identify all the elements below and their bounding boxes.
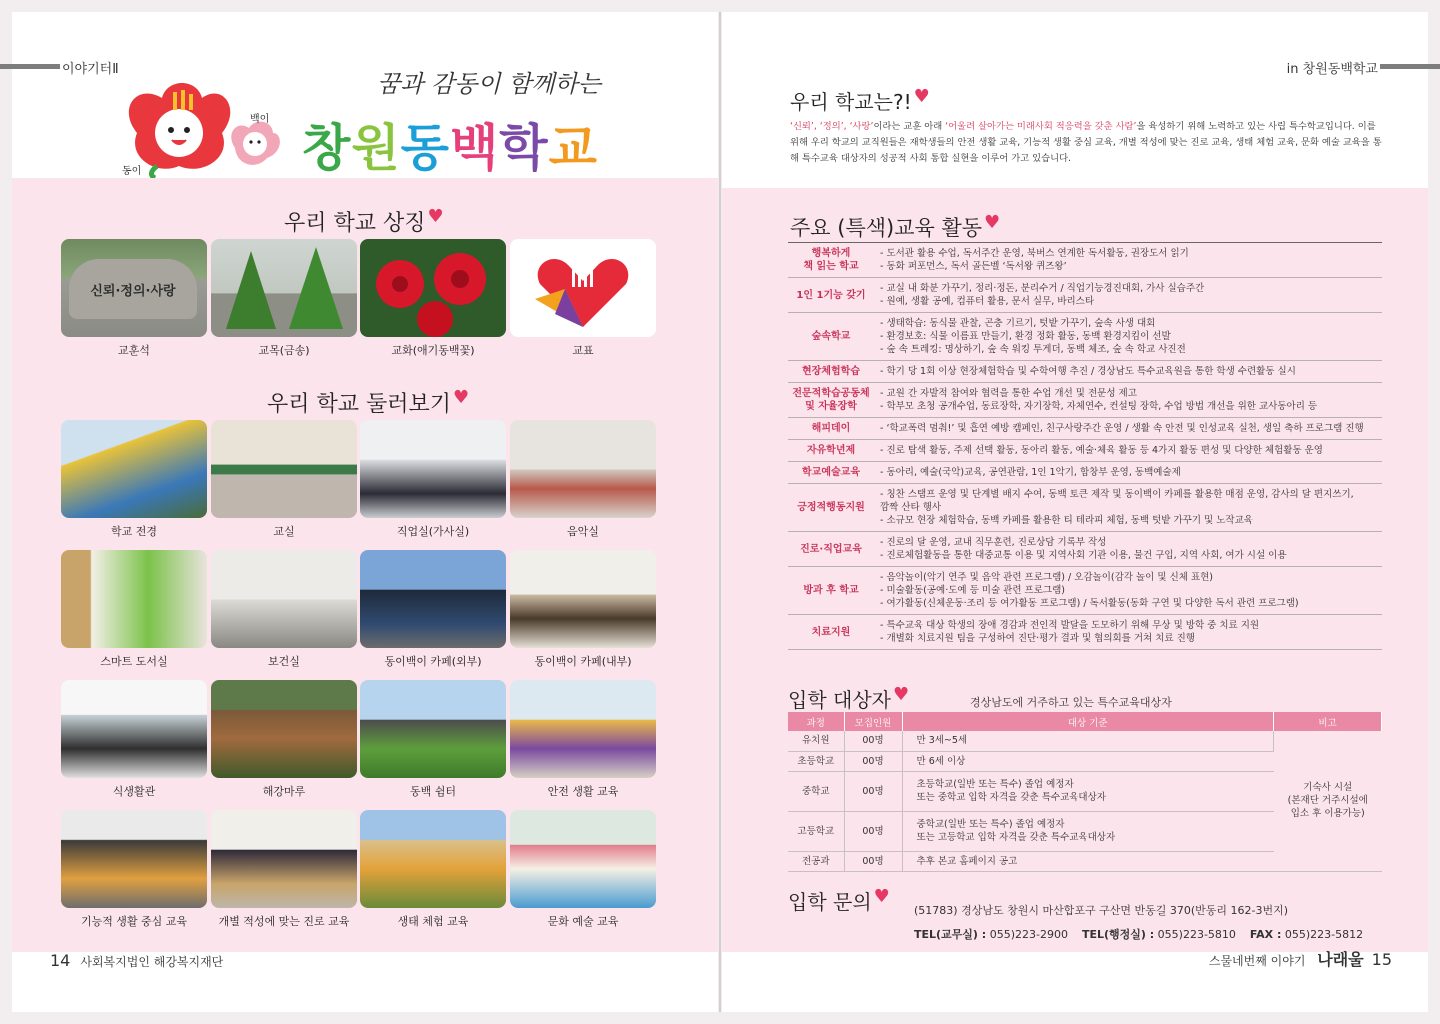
tour-tile bbox=[510, 550, 656, 669]
activity-row bbox=[788, 243, 1382, 278]
tour-photo bbox=[211, 810, 357, 908]
mascot-name-1: 동이 bbox=[122, 166, 142, 177]
activity-label: 현장체험학습 bbox=[802, 366, 860, 377]
photo-caption: 학교 전경 bbox=[110, 525, 157, 538]
photo-caption: 개별 적성에 맞는 진로 교육 bbox=[218, 915, 350, 928]
activity-label: 긍정적행동지원 bbox=[797, 502, 865, 513]
activity-row bbox=[788, 484, 1382, 532]
photo-caption: 직업실(가사실) bbox=[396, 525, 470, 538]
activity-description: - 생태학습: 동식물 관찰, 곤충 기르기, 텃밭 가꾸기, 숲속 사생 대회 - 환경보호: 식물 이름표 만들기, 환경 정화 활동, 동백 환경지킴이 선발 - 숲 속 트레킹: 명상하기, 숲 속 워킹 투게더, 동백 체조, 숲 속 학교 사진전 bbox=[880, 318, 1186, 355]
left-edge-bar bbox=[0, 64, 60, 69]
right-edge-bar bbox=[1380, 64, 1440, 69]
table-cell: 전공과 bbox=[788, 851, 844, 871]
activity-label: 1인 1기능 갖기 bbox=[796, 289, 866, 301]
table-cell: 00명 bbox=[844, 751, 902, 771]
activity-description: - 교실 내 화분 가꾸기, 정리·정돈, 분리수거 / 직업기능경진대회, 가사 실습주간 - 원예, 생활 공예, 컴퓨터 활용, 문서 실무, 바리스타 bbox=[880, 283, 1205, 307]
symbol-emblem bbox=[510, 239, 656, 358]
tour-tile bbox=[360, 420, 506, 539]
table-cell: 중학교(일반 또는 특수) 졸업 예정자 또는 고등학교 입학 자격을 갖춘 특수교육대상자 bbox=[902, 811, 1274, 851]
activity-description: - ‘학교폭력 멈춰!’ 및 흡연 예방 캠페인, 친구사랑주간 운영 / 생활 속 안전 및 인성교육 실천, 생일 축하 프로그램 진행 bbox=[880, 423, 1364, 434]
mascot-name-2: 백이 bbox=[250, 114, 270, 125]
tour-photo bbox=[61, 680, 207, 778]
activity-description: - 진로의 달 운영, 교내 직무훈련, 진로상담 기록부 작성 - 진로체험활동을 통한 대중교통 이용 및 지역사회 기관 이용, 물건 구입, 지역 사회, 여가 시설 이용 bbox=[880, 537, 1287, 561]
activity-label: 방과 후 학교 bbox=[803, 585, 859, 596]
symbol-stone bbox=[61, 239, 207, 358]
activity-row bbox=[788, 313, 1382, 361]
school-title bbox=[302, 108, 598, 180]
heart-icon: ♥ bbox=[453, 387, 470, 408]
left-footer: 14 사회복지법인 해강복지재단 bbox=[50, 951, 224, 970]
admission-note: 기숙사 시설 (본재단 거주시설에 입소 후 이용가능) bbox=[1274, 731, 1382, 871]
table-cell: 초등학교 bbox=[788, 751, 844, 771]
camellia-flower-icon bbox=[360, 239, 506, 337]
title-char: 교 bbox=[548, 119, 598, 177]
tour-tile bbox=[360, 810, 506, 929]
tour-photo bbox=[211, 420, 357, 518]
photo-caption: 해강마루 bbox=[262, 785, 306, 798]
photo-caption: 안전 생활 교육 bbox=[547, 785, 619, 798]
activity-row bbox=[788, 532, 1382, 567]
activity-label: 해피데이 bbox=[811, 423, 851, 434]
inquiry-address: (51783) 경상남도 창원시 마산합포구 구산면 반동길 370(반동리 162-3번지) bbox=[914, 904, 1288, 917]
right-page bbox=[722, 12, 1428, 1012]
photo-caption: 교화(애기동백꽃) bbox=[391, 344, 475, 357]
tour-photo bbox=[360, 420, 506, 518]
title-char: 창 bbox=[302, 119, 352, 177]
heart-icon: ♥ bbox=[873, 886, 890, 907]
activity-row bbox=[788, 615, 1382, 650]
table-cell: 유치원 bbox=[788, 731, 844, 751]
table-cell: 00명 bbox=[844, 771, 902, 811]
intro-heading: 우리 학교는?! ♥ bbox=[790, 86, 930, 114]
tour-tile bbox=[61, 810, 207, 929]
activity-description: - 칭찬 스탬프 운영 및 단계별 배지 수여, 동백 토큰 제작 및 동이백이 카페를 활용한 매점 운영, 감사의 달 편지쓰기, 깜짝 산타 행사 - 소규모 현장 체험학습, 동백 카페를 활용한 티 테라피 체험, 동백 텃밭 가꾸기 및 노작교육 bbox=[880, 489, 1354, 526]
table-header: 대상 기준 bbox=[902, 712, 1274, 731]
symbol-tree bbox=[211, 239, 357, 358]
right-footer: 스물네번째 이야기 나래울 15 bbox=[1208, 950, 1392, 969]
tour-tile bbox=[360, 680, 506, 799]
activity-label: 치료지원 bbox=[811, 626, 851, 638]
heart-icon: ♥ bbox=[984, 212, 1001, 233]
tour-tile bbox=[61, 550, 207, 669]
table-row bbox=[788, 731, 1382, 751]
activity-description: - 동아리, 예술(국악)교육, 공연관람, 1인 1악기, 합창부 운영, 동백예술제 bbox=[880, 467, 1181, 478]
photo-caption: 동이백이 카페(내부) bbox=[534, 655, 632, 668]
photo-caption: 생태 체험 교육 bbox=[397, 915, 469, 928]
pine-trees-icon bbox=[211, 239, 357, 337]
tour-photo bbox=[510, 550, 656, 648]
activity-row bbox=[788, 418, 1382, 440]
photo-caption: 교실 bbox=[273, 525, 295, 538]
section-tag: 이야기터Ⅱ bbox=[62, 62, 119, 77]
activity-row bbox=[788, 462, 1382, 484]
title-char: 학 bbox=[499, 119, 549, 177]
table-cell: 추후 본교 홈페이지 공고 bbox=[902, 851, 1274, 871]
header-tagline: 꿈과 감동이 함께하는 bbox=[377, 70, 601, 98]
inquiry-contacts: TEL(교무실) : 055)223-2900 TEL(행정실) : 055)223-5810 FAX : 055)223-5812 bbox=[914, 928, 1364, 941]
activity-label: 행복하게 책 읽는 학교 bbox=[803, 248, 859, 272]
admission-heading: 입학 대상자 ♥ bbox=[788, 684, 910, 712]
table-cell: 고등학교 bbox=[788, 811, 844, 851]
tour-tile bbox=[211, 680, 357, 799]
heart-icon: ♥ bbox=[427, 206, 444, 227]
photo-caption: 교표 bbox=[572, 344, 594, 357]
activity-label: 전문적학습공동체 및 자율장학 bbox=[792, 388, 870, 412]
tour-photo bbox=[510, 810, 656, 908]
tour-tile bbox=[211, 550, 357, 669]
tour-photo bbox=[510, 680, 656, 778]
activity-row bbox=[788, 440, 1382, 462]
tour-photo bbox=[61, 810, 207, 908]
tour-photo bbox=[211, 550, 357, 648]
inquiry-heading: 입학 문의 ♥ bbox=[788, 886, 890, 914]
activity-description: - 음악놀이(악기 연주 및 음악 관련 프로그램) / 오감놀이(감각 놀이 및 신체 표현) - 미술활동(공예·도예 등 미술 관련 프로그램) - 여가활동(신체운동·조리 등 여가활동 프로그램) / 독서활동(동화 구연 및 다양한 독서 관련 프로그램) bbox=[880, 572, 1299, 609]
photo-caption: 교훈석 bbox=[118, 344, 150, 357]
table-cell: 중학교 bbox=[788, 771, 844, 811]
table-cell: 00명 bbox=[844, 731, 902, 751]
tour-photo bbox=[360, 680, 506, 778]
photo-caption: 문화 예술 교육 bbox=[547, 915, 619, 928]
tour-heading: 우리 학교 둘러보기 ♥ bbox=[267, 387, 470, 417]
admission-subtitle: 경상남도에 거주하고 있는 특수교육대상자 bbox=[970, 696, 1172, 709]
table-header: 과정 bbox=[788, 712, 844, 731]
tour-tile bbox=[211, 810, 357, 929]
tour-photo bbox=[211, 680, 357, 778]
activity-row bbox=[788, 361, 1382, 383]
activity-label: 자유학년제 bbox=[806, 445, 856, 456]
photo-caption: 보건실 bbox=[268, 655, 300, 668]
activities-heading: 주요 (특색)교육 활동 ♥ bbox=[790, 212, 1001, 240]
left-page bbox=[12, 12, 718, 1012]
tour-photo bbox=[360, 810, 506, 908]
tour-photo bbox=[360, 550, 506, 648]
table-cell: 초등학교(일반 또는 특수) 졸업 예정자 또는 중학교 입학 자격을 갖춘 특수교육대상자 bbox=[902, 771, 1274, 811]
tour-photo bbox=[510, 420, 656, 518]
heart-icon: ♥ bbox=[913, 86, 930, 107]
section-tag: in 창원동백학교 bbox=[1286, 62, 1378, 77]
activity-row bbox=[788, 383, 1382, 418]
tour-photo bbox=[61, 420, 207, 518]
symbol-flower bbox=[360, 239, 506, 358]
tour-tile bbox=[211, 420, 357, 539]
activity-row bbox=[788, 567, 1382, 615]
activity-description: - 교원 간 자발적 참여와 협력을 통한 수업 개선 및 전문성 제고 - 학부모 초청 공개수업, 동료장학, 자기장학, 자체연수, 컨설팅 장학, 수업 방법 개선을 위한 교사동아리 등 bbox=[880, 388, 1318, 412]
admission-table bbox=[788, 712, 1382, 872]
photo-caption: 교목(금송) bbox=[258, 344, 310, 357]
school-emblem-icon bbox=[510, 239, 656, 337]
activities-table bbox=[788, 242, 1382, 650]
activity-label: 숲속학교 bbox=[811, 331, 851, 342]
photo-caption: 식생활관 bbox=[112, 785, 156, 798]
table-cell: 만 6세 이상 bbox=[902, 751, 1274, 771]
table-cell: 00명 bbox=[844, 811, 902, 851]
symbols-heading: 우리 학교 상징 ♥ bbox=[284, 206, 444, 236]
book-spine bbox=[719, 12, 721, 1012]
mascot-illustration bbox=[117, 78, 287, 178]
table-cell: 00명 bbox=[844, 851, 902, 871]
photo-caption: 스마트 도서실 bbox=[100, 655, 168, 668]
title-char: 백 bbox=[449, 119, 500, 177]
tour-tile bbox=[510, 810, 656, 929]
tour-tile bbox=[61, 680, 207, 799]
tour-tile bbox=[510, 420, 656, 539]
tour-tile bbox=[360, 550, 506, 669]
activity-label: 학교예술교육 bbox=[802, 467, 860, 478]
activity-description: - 학기 당 1회 이상 현장체험학습 및 수학여행 추진 / 경상남도 특수교육원을 통한 학생 수련활동 실시 bbox=[880, 366, 1296, 377]
title-char: 동 bbox=[400, 119, 450, 177]
tour-tile bbox=[510, 680, 656, 799]
photo-caption: 기능적 생활 중심 교육 bbox=[80, 915, 188, 928]
table-cell: 만 3세~5세 bbox=[902, 731, 1274, 751]
heart-icon: ♥ bbox=[892, 684, 910, 705]
motto-overlay: 신뢰·정의·사랑 bbox=[69, 259, 197, 319]
table-header: 비고 bbox=[1274, 712, 1382, 731]
intro-paragraph: ‘신뢰’, ‘정의’, ‘사랑’이라는 교훈 아래 ‘어울려 살아가는 미래사회 적응력을 갖춘 사람’을 육성하기 위해 노력하고 있는 사립 특수학교입니다. 이를 위해 우리 학교의 교직원들은 재학생들의 안전 생활 교육, 기능적 생활 중심 교육, 개별 적성에 맞는 진로 교육, 생태 체험 교육, 문화 예술 교육을 통해 특수교육 대상자의 성공적 사회 통합 실현을 이루어 가고 있습니다. bbox=[790, 121, 1382, 164]
photo-caption: 동이백이 카페(외부) bbox=[384, 655, 482, 668]
tour-tile bbox=[61, 420, 207, 539]
activity-label: 진로·직업교육 bbox=[800, 543, 862, 555]
activity-row bbox=[788, 278, 1382, 313]
tour-photo bbox=[61, 550, 207, 648]
photo-caption: 동백 쉼터 bbox=[409, 785, 456, 798]
photo-caption: 음악실 bbox=[567, 525, 599, 538]
activity-description: - 진로 탐색 활동, 주제 선택 활동, 동아리 활동, 예술·체육 활동 등 4가지 활동 편성 및 다양한 체험활동 운영 bbox=[880, 445, 1323, 456]
activity-description: - 특수교육 대상 학생의 장애 경감과 전인적 발달을 도모하기 위해 무상 및 방학 중 치료 지원 - 개별화 치료지원 팀을 구성하여 진단·평가 결과 및 협의회를 거쳐 치료 진행 bbox=[880, 620, 1260, 644]
table-header: 모집인원 bbox=[844, 712, 902, 731]
title-char: 원 bbox=[351, 119, 401, 177]
activity-description: - 도서관 활용 수업, 독서주간 운영, 북버스 연계한 독서활동, 권장도서 읽기 - 동화 퍼포먼스, 독서 골든벨 ‘독서왕 퀴즈왕’ bbox=[880, 248, 1189, 272]
